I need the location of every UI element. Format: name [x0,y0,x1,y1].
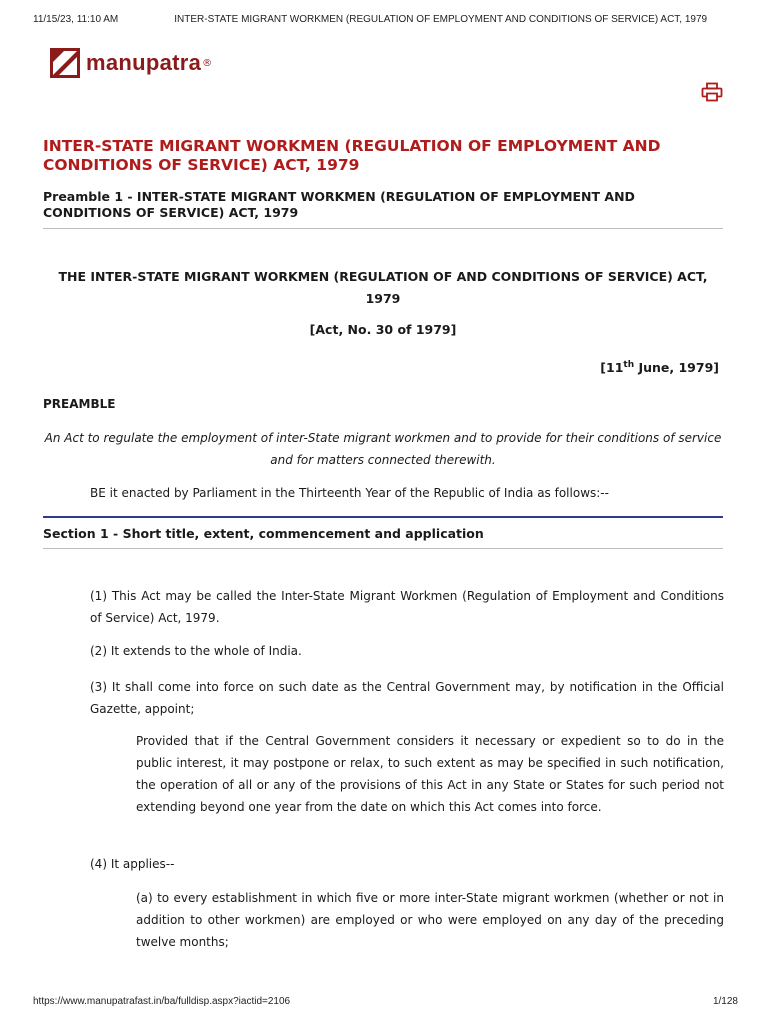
preamble-label: PREAMBLE [43,397,116,411]
divider [43,228,723,229]
print-datetime: 11/15/23, 11:10 AM [33,14,119,25]
act-date-rest: June, 1979] [634,360,719,376]
print-header [33,14,728,25]
clause-4: (4) It applies-- [90,857,175,871]
clause-2: (2) It extends to the whole of India. [90,644,302,658]
page-title: INTER-STATE MIGRANT WORKMEN (REGULATION OF EMPLOYMENT AND CONDITIONS OF SERVICE) ACT, 1979 [43,137,661,174]
section-heading: Section 1 - Short title, extent, commencement and application [43,526,484,541]
act-date-open: [11 [600,360,624,376]
print-footer [33,996,738,1007]
proviso: Provided that if the Central Government considers it necessary or expedient so to do in the public interest, it may postpone or relax, to such extent as may be specified in such notification, the operation of all or any of the provisions of this Act in any State or States for such period not extending beyond one year from the date on which this Act comes into force. [136,734,724,814]
clause-4a: (a) to every establishment in which five or more inter-State migrant workmen (whether or not in addition to other workmen) are employed or who were employed on any day of the preceding twelve months; [136,891,724,949]
divider [43,548,723,549]
registered-mark: ® [202,57,213,69]
manupatra-logo-icon [50,48,80,78]
page-number: 1/128 [712,996,738,1007]
preamble-heading: Preamble 1 - INTER-STATE MIGRANT WORKMEN (REGULATION OF EMPLOYMENT AND CONDITIONS OF SERVICE) ACT, 1979 [43,189,635,220]
clause-1: (1) This Act may be called the Inter-State Migrant Workmen (Regulation of Employment and Conditions of Service) Act, 1979. [90,589,724,625]
brand-name: manupatra [86,50,202,75]
act-date [43,360,719,375]
preamble-text: An Act to regulate the employment of inter-State migrant workmen and to provide for their conditions of service and for matters connected therewith. [44,431,722,467]
act-title: THE INTER-STATE MIGRANT WORKMEN (REGULATION OF AND CONDITIONS OF SERVICE) ACT, 1979 [58,269,708,306]
section-divider [43,516,723,518]
act-number: [Act, No. 30 of 1979] [309,322,457,337]
enactment-clause: BE it enacted by Parliament in the Thirteenth Year of the Republic of India as follows:-- [90,486,609,500]
act-date-sup: th [623,360,635,370]
clause-3: (3) It shall come into force on such date as the Central Government may, by notification in the Official Gazette, appoint; [90,680,724,716]
printer-icon[interactable] [701,82,723,102]
print-doc-title: INTER-STATE MIGRANT WORKMEN (REGULATION OF EMPLOYMENT AND CONDITIONS OF SERVICE) ACT, 1979 [174,14,708,25]
manupatra-logo[interactable] [50,48,212,78]
page-url: https://www.manupatrafast.in/ba/fulldisp.aspx?iactid=2106 [33,996,291,1007]
